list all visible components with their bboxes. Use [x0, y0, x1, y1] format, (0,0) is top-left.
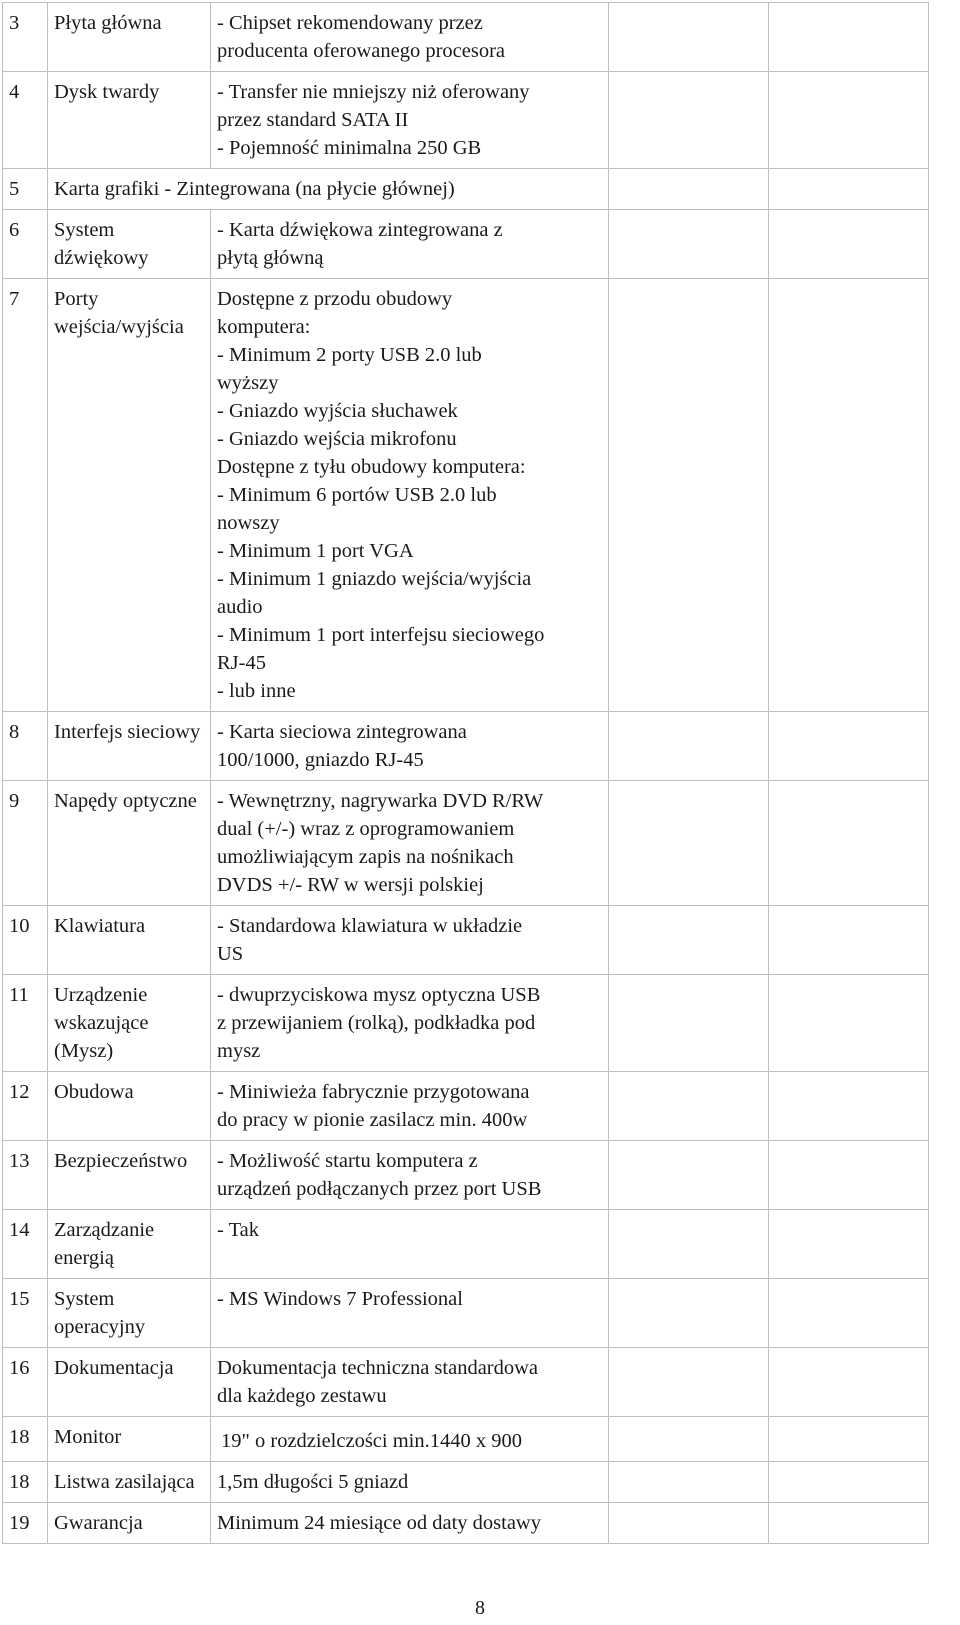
- table-row: [3, 1348, 929, 1417]
- specification-table-body: [3, 3, 929, 1544]
- notes-cell: [769, 169, 929, 210]
- requirement-description: [211, 1072, 609, 1141]
- description-line: komputera:: [217, 316, 311, 338]
- requirement-description: [211, 712, 609, 781]
- component-name: Listwa zasilająca: [48, 1462, 211, 1503]
- description-line: - Minimum 6 portów USB 2.0 lub: [217, 484, 497, 506]
- row-number: 6: [3, 210, 48, 279]
- description-line: urządzeń podłączanych przez port USB: [217, 1178, 542, 1200]
- notes-cell: [769, 1072, 929, 1141]
- description-line: płytą główną: [217, 247, 324, 269]
- requirement-description: [211, 3, 609, 72]
- notes-cell: [769, 1503, 929, 1544]
- row-number: 9: [3, 781, 48, 906]
- component-name: Bezpieczeństwo: [48, 1141, 211, 1210]
- description-line: do pracy w pionie zasilacz min. 400w: [217, 1109, 528, 1131]
- requirement-description: [211, 72, 609, 169]
- component-name: Napędy optyczne: [48, 781, 211, 906]
- requirement-description: [211, 210, 609, 279]
- description-line: Dostępne z tyłu obudowy komputera:: [217, 456, 526, 478]
- notes-cell: [769, 1279, 929, 1348]
- requirement-description: [211, 781, 609, 906]
- notes-cell: [769, 1141, 929, 1210]
- description-line: - Minimum 1 port VGA: [217, 540, 414, 562]
- description-line: - dwuprzyciskowa mysz optyczna USB: [217, 984, 541, 1006]
- notes-cell: [769, 975, 929, 1072]
- description-line: umożliwiającym zapis na nośnikach: [217, 846, 514, 868]
- table-row: [3, 279, 929, 712]
- row-number: 15: [3, 1279, 48, 1348]
- row-number: 4: [3, 72, 48, 169]
- table-row: [3, 210, 929, 279]
- notes-cell: [769, 1417, 929, 1462]
- component-name: Interfejs sieciowy: [48, 712, 211, 781]
- table-row: [3, 1279, 929, 1348]
- offered-parameters-cell: [609, 169, 769, 210]
- description-line: mysz: [217, 1040, 261, 1062]
- offered-parameters-cell: [609, 1503, 769, 1544]
- requirement-description: [211, 1348, 609, 1417]
- offered-parameters-cell: [609, 1348, 769, 1417]
- table-row: [3, 1210, 929, 1279]
- requirement-description: [211, 1279, 609, 1348]
- description-line: - Chipset rekomendowany przez: [217, 12, 483, 34]
- offered-parameters-cell: [609, 1141, 769, 1210]
- description-line: DVDS +/- RW w wersji polskiej: [217, 874, 484, 896]
- description-line: - Gniazdo wyjścia słuchawek: [217, 400, 458, 422]
- description-line: dual (+/-) wraz z oprogramowaniem: [217, 818, 515, 840]
- table-row: [3, 72, 929, 169]
- row-number: 16: [3, 1348, 48, 1417]
- row-number: 5: [3, 169, 48, 210]
- offered-parameters-cell: [609, 210, 769, 279]
- description-line: Dostępne z przodu obudowy: [217, 288, 453, 310]
- description-line: - Minimum 1 port interfejsu sieciowego: [217, 624, 545, 646]
- component-name: System dźwiękowy: [48, 210, 211, 279]
- description-line: - Karta sieciowa zintegrowana: [217, 721, 467, 743]
- component-name: Zarządzanie energią: [48, 1210, 211, 1279]
- row-number: 18: [3, 1417, 48, 1462]
- requirement-description: [211, 1462, 609, 1503]
- notes-cell: [769, 1210, 929, 1279]
- offered-parameters-cell: [609, 279, 769, 712]
- component-name: Porty wejścia/wyjścia: [48, 279, 211, 712]
- description-line: nowszy: [217, 512, 280, 534]
- description-line: - Tak: [217, 1219, 260, 1241]
- description-line: 100/1000, gniazdo RJ-45: [217, 749, 424, 771]
- description-line: - Standardowa klawiatura w układzie: [217, 915, 523, 937]
- description-line: audio: [217, 596, 263, 618]
- notes-cell: [769, 781, 929, 906]
- offered-parameters-cell: [609, 1417, 769, 1462]
- description-line: - Pojemność minimalna 250 GB: [217, 137, 482, 159]
- page-number: 8: [475, 1597, 485, 1619]
- description-line: Dokumentacja techniczna standardowa: [217, 1357, 539, 1379]
- row-number: 19: [3, 1503, 48, 1544]
- merged-name-description-cell: [48, 169, 609, 210]
- component-name: Dokumentacja: [48, 1348, 211, 1417]
- table-row: [3, 1417, 929, 1462]
- requirement-description: [211, 1503, 609, 1544]
- notes-cell: [769, 210, 929, 279]
- offered-parameters-cell: [609, 3, 769, 72]
- component-name: Obudowa: [48, 1072, 211, 1141]
- requirement-description: [211, 975, 609, 1072]
- description-line: - lub inne: [217, 680, 296, 702]
- description-line: - Gniazdo wejścia mikrofonu: [217, 428, 457, 450]
- offered-parameters-cell: [609, 975, 769, 1072]
- offered-parameters-cell: [609, 1279, 769, 1348]
- component-name: Płyta główna: [48, 3, 211, 72]
- table-row: [3, 1503, 929, 1544]
- row-number: 14: [3, 1210, 48, 1279]
- requirement-description: [211, 1417, 609, 1462]
- description-line: RJ-45: [217, 652, 266, 674]
- description-line: - Minimum 1 gniazdo wejścia/wyjścia: [217, 568, 532, 590]
- description-line: Minimum 24 miesiące od daty dostawy: [217, 1512, 541, 1534]
- description-line: 1,5m długości 5 gniazd: [217, 1471, 409, 1493]
- table-row: [3, 975, 929, 1072]
- description-line: - Transfer nie mniejszy niż oferowany: [217, 81, 530, 103]
- description-line: wyższy: [217, 372, 279, 394]
- row-number: 12: [3, 1072, 48, 1141]
- requirement-description: [211, 906, 609, 975]
- description-line: - Możliwość startu komputera z: [217, 1150, 478, 1172]
- table-row: [3, 781, 929, 906]
- offered-parameters-cell: [609, 906, 769, 975]
- component-name: Urządzenie wskazujące (Mysz): [48, 975, 211, 1072]
- offered-parameters-cell: [609, 1072, 769, 1141]
- description-line: przez standard SATA II: [217, 109, 409, 131]
- component-name: Dysk twardy: [48, 72, 211, 169]
- offered-parameters-cell: [609, 1462, 769, 1503]
- table-row: [3, 169, 929, 210]
- row-number: 3: [3, 3, 48, 72]
- component-name: System operacyjny: [48, 1279, 211, 1348]
- row-number: 10: [3, 906, 48, 975]
- offered-parameters-cell: [609, 1210, 769, 1279]
- component-name: Klawiatura: [48, 906, 211, 975]
- component-name: Gwarancja: [48, 1503, 211, 1544]
- description-line: 19" o rozdzielczości min.1440 x 900: [221, 1430, 522, 1452]
- description-line: - Karta dźwiękowa zintegrowana z: [217, 219, 503, 241]
- description-line: US: [217, 943, 244, 965]
- component-name: Monitor: [48, 1417, 211, 1462]
- description-line: - Miniwieża fabrycznie przygotowana: [217, 1081, 530, 1103]
- offered-parameters-cell: [609, 72, 769, 169]
- notes-cell: [769, 72, 929, 169]
- description-line: - Wewnętrzny, nagrywarka DVD R/RW: [217, 790, 544, 812]
- description-line: - MS Windows 7 Professional: [217, 1288, 463, 1310]
- table-row: [3, 1462, 929, 1503]
- description-line: producenta oferowanego procesora: [217, 40, 506, 62]
- notes-cell: [769, 906, 929, 975]
- table-row: [3, 1141, 929, 1210]
- description-line: z przewijaniem (rolką), podkładka pod: [217, 1012, 536, 1034]
- description-line: - Minimum 2 porty USB 2.0 lub: [217, 344, 482, 366]
- description-line: - Zintegrowana (na płycie głównej): [164, 178, 455, 200]
- component-name: Karta grafiki: [54, 178, 160, 200]
- offered-parameters-cell: [609, 712, 769, 781]
- row-number: 8: [3, 712, 48, 781]
- table-row: [3, 906, 929, 975]
- description-line: dla każdego zestawu: [217, 1385, 387, 1407]
- row-number: 18: [3, 1462, 48, 1503]
- requirement-description: [211, 1210, 609, 1279]
- table-row: [3, 1072, 929, 1141]
- row-number: 11: [3, 975, 48, 1072]
- requirement-description: [211, 279, 609, 712]
- notes-cell: [769, 1462, 929, 1503]
- notes-cell: [769, 279, 929, 712]
- table-row: [3, 712, 929, 781]
- notes-cell: [769, 1348, 929, 1417]
- specification-table: [2, 2, 929, 1544]
- row-number: 7: [3, 279, 48, 712]
- offered-parameters-cell: [609, 781, 769, 906]
- requirement-description: [211, 1141, 609, 1210]
- table-row: [3, 3, 929, 72]
- row-number: 13: [3, 1141, 48, 1210]
- notes-cell: [769, 3, 929, 72]
- notes-cell: [769, 712, 929, 781]
